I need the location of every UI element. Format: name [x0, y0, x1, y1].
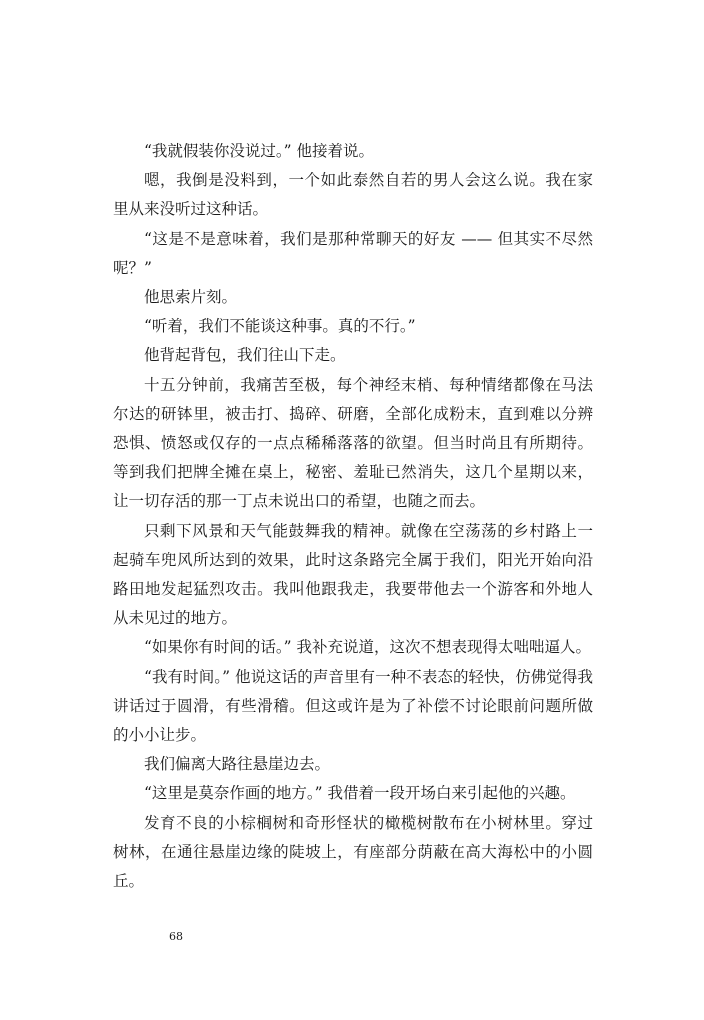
paragraph: 嗯，我倒是没料到，一个如此泰然自若的男人会这么说。我在家里从来没听过这种话。: [113, 171, 593, 219]
paragraph: 他思索片刻。: [144, 288, 238, 307]
paragraph: “如果你有时间的话。” 我补充说道，这次不想表现得太咄咄逼人。: [144, 638, 592, 657]
paragraph: “这里是莫奈作画的地方。” 我借着一段开场白来引起他的兴趣。: [144, 784, 576, 803]
paragraph: 发育不良的小棕榈树和奇形怪状的橄榄树散布在小树林里。穿过树林，在通往悬崖边缘的陡坡上，有座部分荫蔽在高大海松中的小圆丘。: [113, 813, 593, 891]
paragraph: 只剩下风景和天气能鼓舞我的精神。就像在空荡荡的乡村路上一起骑车兜风所达到的效果，此时这条路完全属于我们，阳光开始向沿路田地发起猛烈攻击。我叫他跟我走，我要带他去一个游客和外地人从未见过的地方。: [113, 521, 593, 628]
paragraph: 他背起背包，我们往山下走。: [144, 346, 346, 365]
paragraph: 十五分钟前，我痛苦至极，每个神经末梢、每种情绪都像在马法尔达的研钵里，被击打、捣碎、研磨，全部化成粉末，直到难以分辨恐惧、愤怒或仅存的一点点稀稀落落的欲望。但当时尚且有所期待。等到我们把牌全摊在桌上，秘密、羞耻已然消失，这几个星期以来，让一切存活的那一丁点未说出口的希望，也随之而去。: [113, 375, 593, 511]
paragraph: “听着，我们不能谈这种事。真的不行。”: [144, 317, 416, 336]
body-text: [113, 137, 593, 896]
paragraph: “我有时间。” 他说这话的声音里有一种不表态的轻快，仿佛觉得我讲话过于圆滑，有些滑稽。但这或许是为了补偿不讨论眼前问题所做的小小让步。: [113, 667, 593, 745]
paragraph: 我们偏离大路往悬崖边去。: [144, 755, 331, 774]
paragraph: “我就假装你没说过。” 他接着说。: [144, 142, 375, 160]
page-number: 68: [169, 930, 183, 943]
paragraph: “这是不是意味着，我们是那种常聊天的好友 —— 但其实不尽然呢？”: [113, 229, 593, 277]
